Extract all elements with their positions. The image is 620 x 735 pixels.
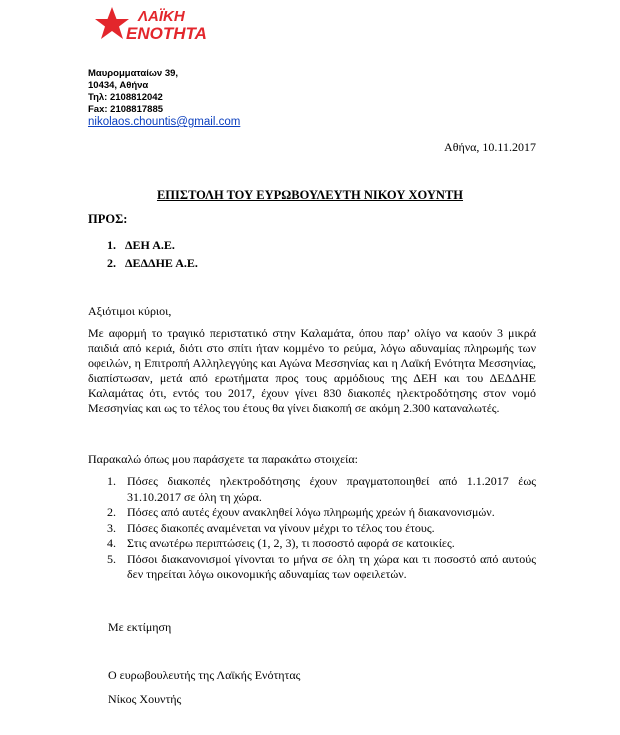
recipient-item: 2. ΔΕΔΔΗΕ Α.Ε. xyxy=(107,256,198,270)
contact-address: Μαυρομματαίων 39, xyxy=(88,68,179,79)
salutation: Αξιότιμοι κύριοι, xyxy=(88,304,172,318)
contact-email-link[interactable]: nikolaos.chountis@gmail.com xyxy=(88,116,241,128)
request-intro: Παρακαλώ όπως μου παράσχετε τα παρακάτω στοιχεία: xyxy=(88,452,358,466)
requests-list xyxy=(107,474,536,583)
closing: Με εκτίμηση xyxy=(108,620,172,634)
recipients-label: ΠΡΟΣ: xyxy=(88,212,128,226)
recipients-list xyxy=(107,236,198,272)
letter-subject: ΕΠΙΣΤΟΛΗ ΤΟΥ ΕΥΡΩΒΟΥΛΕΥΤΗ ΝΙΚΟΥ ΧΟΥΝΤΗ xyxy=(156,188,464,202)
star-icon xyxy=(95,7,129,39)
signature-title: Ο ευρωβουλευτής της Λαϊκής Ενότητας xyxy=(108,668,301,682)
signature-name: Νίκος Χουντής xyxy=(108,692,182,706)
logo-text-line1: ΛΑΪΚΗ xyxy=(138,8,185,25)
request-item: 5. Πόσοι διακανονισμοί γίνονται το μήνα σε όλη τη χώρα και τι ποσοστό από αυτούς δεν τηρείται λόγω οικονομικής αδυναμίας των οφειλετών. xyxy=(107,551,536,581)
letter-date: Αθήνα, 10.11.2017 xyxy=(444,140,536,154)
request-item: 4. Στις ανωτέρω περιπτώσεις (1, 2, 3), τι ποσοστό αφορά σε κατοικίες. xyxy=(107,536,455,550)
recipient-item: 1. ΔΕΗ Α.Ε. xyxy=(107,238,175,252)
contact-postal: 10434, Αθήνα xyxy=(88,80,149,91)
request-item: 1. Πόσες διακοπές ηλεκτροδότησης έχουν πραγματοποιηθεί από 1.1.2017 έως 31.10.2017 σε όλη τη χώρα. xyxy=(107,474,536,504)
body-paragraph: Με αφορμή το τραγικό περιστατικό στην Καλαμάτα, όπου παρ’ ολίγο να καούν 3 μικρά παιδιά από κεριά, διότι στο σπίτι ήταν κομμένο το ρεύμα, λόγω αδυναμίας πληρωμής των οφειλών, η Επιτροπή Αλληλεγγύης και Αγώνα Μεσσηνίας και η Λαϊκή Ενότητα Μεσσηνίας, διαπίστωσαν, μετά από ερωτήματα προς τους αρμόδιους της ΔΕΗ και του ΔΕΔΔΗΕ Καλαμάτας ότι, εντός του 2017, έχουν γίνει 830 διακοπές ηλεκτροδότησης στον νομό Μεσσηνίας και ως το τέλος του έτους θα γίνει διακοπή σε ακόμη 2.300 καταναλωτές. xyxy=(88,326,536,415)
contact-fax: Fax: 2108817885 xyxy=(88,104,164,115)
party-logo xyxy=(94,2,224,46)
logo-text-line2: ΕΝΟΤΗΤΑ xyxy=(126,24,207,43)
request-item: 2. Πόσες από αυτές έχουν ανακληθεί λόγω πληρωμής χρεών ή διακανονισμών. xyxy=(107,505,495,519)
contact-phone: Τηλ: 2108812042 xyxy=(88,92,163,103)
contact-block xyxy=(88,68,178,116)
request-item: 3. Πόσες διακοπές αναμένεται να γίνουν μέχρι το τέλος του έτους. xyxy=(107,520,435,535)
